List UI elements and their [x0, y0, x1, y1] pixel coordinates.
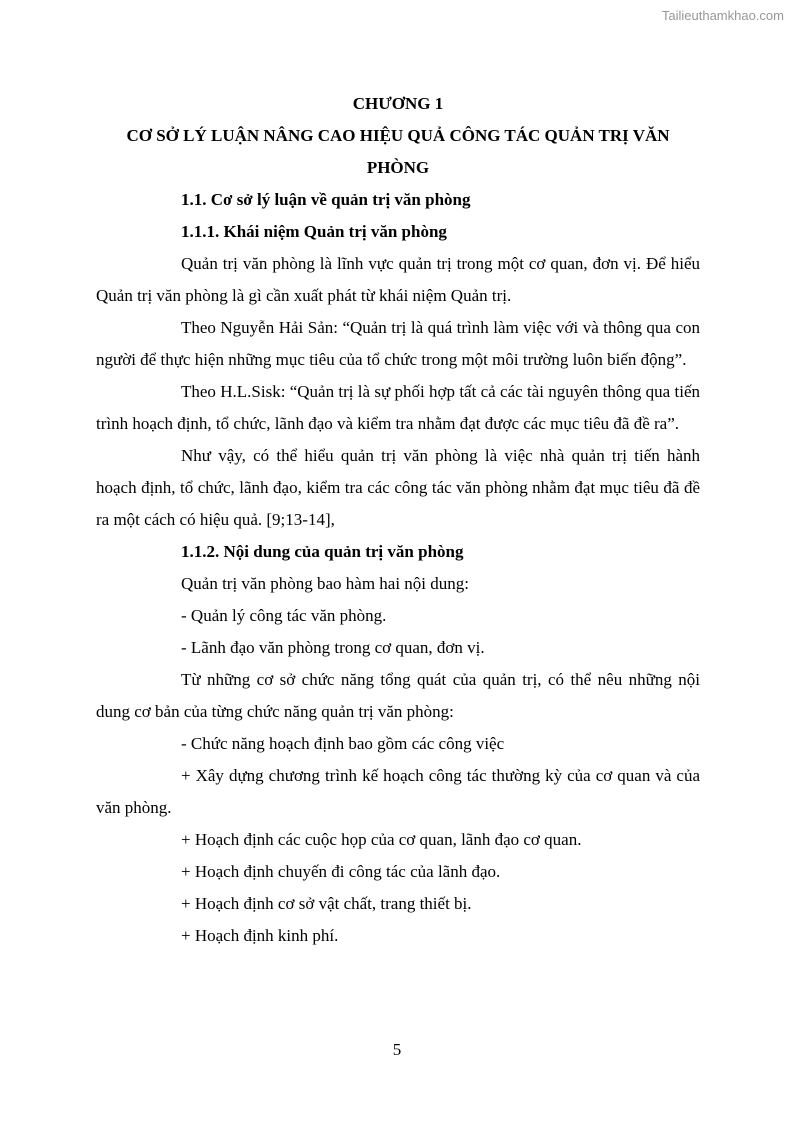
list-item: + Hoạch định cơ sở vật chất, trang thiết bị.	[181, 894, 472, 913]
heading-1-1-1: 1.1.1. Khái niệm Quản trị văn phòng	[181, 222, 447, 241]
paragraph: Theo H.L.Sisk: “Quản trị là sự phối hợp tất cả các tài nguyên thông qua tiến trình hoạch định, tổ chức, lãnh đạo và kiểm tra nhằm đạt được các mục tiêu đã đề ra”.	[96, 382, 700, 433]
page-number: 5	[392, 1040, 402, 1059]
chapter-number: CHƯƠNG 1	[352, 94, 444, 113]
paragraph: Theo Nguyễn Hải Sản: “Quản trị là quá trình làm việc với và thông qua con người để thực hiện những mục tiêu của tổ chức trong một môi trường luôn biến động”.	[96, 318, 700, 369]
heading-1-1-2: 1.1.2. Nội dung của quản trị văn phòng	[181, 542, 464, 561]
paragraph: Từ những cơ sở chức năng tổng quát của quản trị, có thể nêu những nội dung cơ bản của từng chức năng quản trị văn phòng:	[96, 670, 700, 721]
document-content	[96, 88, 700, 952]
paragraph: Quản trị văn phòng bao hàm hai nội dung:	[181, 574, 470, 593]
heading-1-1: 1.1. Cơ sở lý luận về quản trị văn phòng	[181, 190, 471, 209]
list-item: - Lãnh đạo văn phòng trong cơ quan, đơn vị.	[181, 638, 485, 657]
paragraph: Quản trị văn phòng là lĩnh vực quản trị trong một cơ quan, đơn vị. Để hiểu Quản trị văn phòng là gì cần xuất phát từ khái niệm Quản trị.	[96, 254, 700, 305]
watermark-text: Tailieuthamkhao.com	[661, 8, 784, 23]
list-item: - Quản lý công tác văn phòng.	[181, 606, 387, 625]
chapter-title: CƠ SỞ LÝ LUẬN NÂNG CAO HIỆU QUẢ CÔNG TÁC QUẢN TRỊ VĂN PHÒNG	[126, 126, 670, 177]
list-item: + Hoạch định chuyến đi công tác của lãnh đạo.	[181, 862, 501, 881]
paragraph: Như vậy, có thể hiểu quản trị văn phòng là việc nhà quản trị tiến hành hoạch định, tổ chức, lãnh đạo, kiểm tra các công tác văn phòng nhằm đạt mục tiêu đã đề ra một cách có hiệu quả. [9;13-14],	[96, 446, 700, 529]
list-item: + Hoạch định kinh phí.	[181, 926, 339, 945]
list-item: + Hoạch định các cuộc họp của cơ quan, lãnh đạo cơ quan.	[181, 830, 582, 849]
list-item: - Chức năng hoạch định bao gồm các công việc	[181, 734, 505, 753]
list-item: + Xây dựng chương trình kế hoạch công tác thường kỳ của cơ quan và của văn phòng.	[96, 766, 700, 817]
